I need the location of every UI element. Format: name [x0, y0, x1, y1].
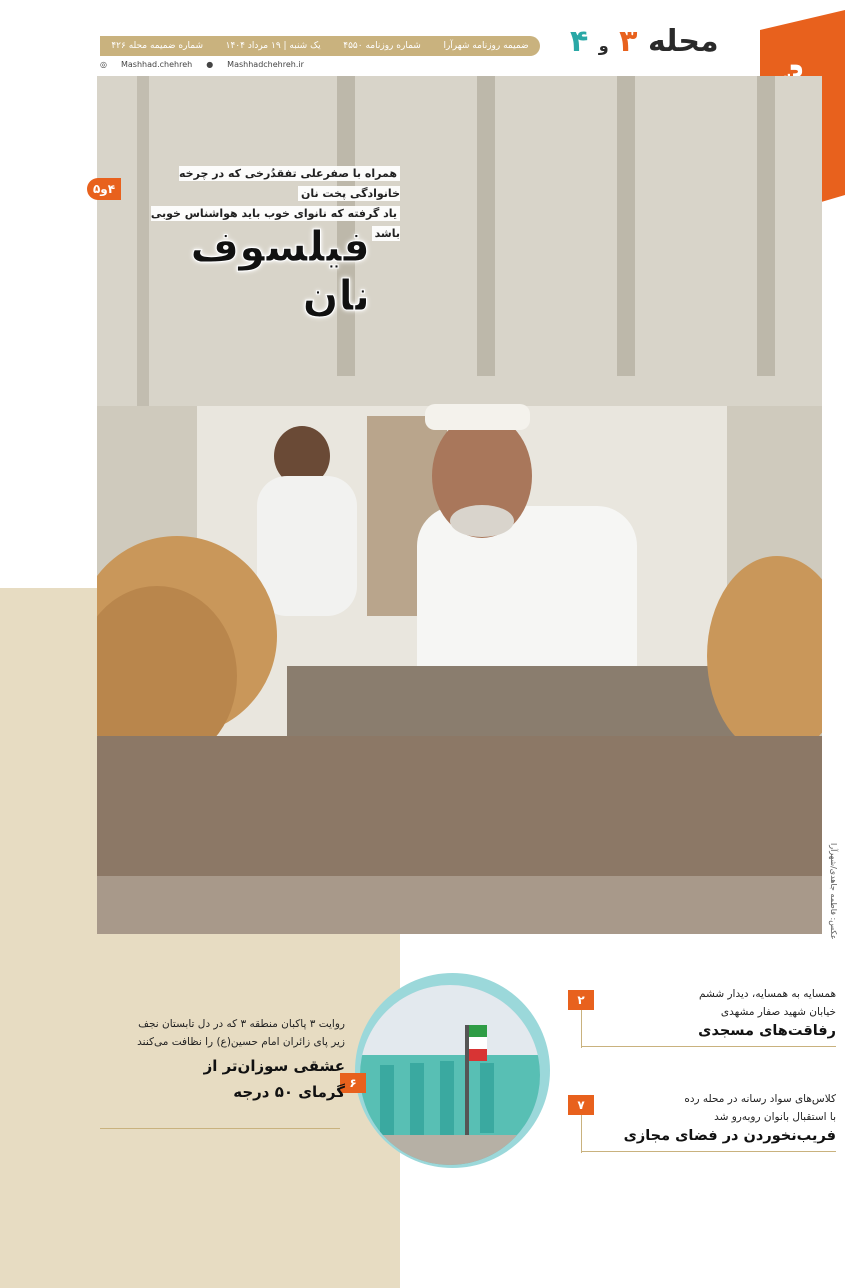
story-rule [100, 1128, 340, 1129]
section-number-3: ۳ [619, 24, 638, 59]
story-kicker: کلاس‌های سواد رسانه در محله رده [684, 1093, 836, 1105]
cover-headline[interactable]: فیلسوف نان [190, 222, 370, 320]
supplement-issue-number: شماره ضمیمه محله ۴۲۶ [111, 41, 203, 51]
deck-line-2: یاد گرفته که نانوای خوب باید هواشناس خوبی باشد [150, 207, 400, 240]
story-item[interactable] [581, 1090, 836, 1144]
story-item[interactable] [581, 985, 836, 1039]
story-kicker: زیر پای زائران امام حسین(ع) را نظافت می‌کنند [137, 1036, 345, 1048]
story-title[interactable]: فریب‌نخوردن در فضای مجازی [623, 1128, 836, 1144]
masthead-info-bar [100, 36, 540, 56]
instagram-icon: ◎ [100, 59, 107, 69]
story-title[interactable]: رفاقت‌های مسجدی [698, 1023, 836, 1039]
story-title[interactable]: گرمای ۵۰ درجه [233, 1083, 345, 1101]
section-word: محله [647, 24, 719, 59]
section-and: و [598, 36, 609, 55]
issue-number: شماره روزنامه ۴۵۵۰ [343, 41, 421, 51]
web-icon: ● [206, 59, 214, 69]
issue-date: یک شنبه | ۱۹ مرداد ۱۴۰۴ [225, 41, 321, 51]
story-page-number[interactable]: ۷ [568, 1095, 594, 1115]
cover-page-tag[interactable]: ۴و۵ [87, 178, 121, 200]
story-page-number[interactable]: ۲ [568, 990, 594, 1010]
deck-line-1: همراه با صفرعلی تفقدُرخی که در چرخه خانوادگی پخت نان [179, 167, 400, 200]
supplement-label: ضمیمه روزنامه شهرآرا [443, 41, 529, 51]
story-rule [581, 1046, 836, 1047]
left-story[interactable] [100, 1015, 345, 1103]
story-page-number[interactable]: ۶ [340, 1073, 366, 1093]
section-number-4: ۴ [570, 24, 589, 59]
story-image [360, 985, 540, 1165]
story-kicker: خیابان شهید صفار مشهدی [720, 1006, 836, 1018]
photo-credit: عکس: فاطمه جاهدی/شهرآرا [829, 843, 838, 940]
story-rule [581, 1151, 836, 1152]
website-link[interactable]: Mashhadchehreh.ir [227, 59, 304, 69]
section-title [570, 24, 719, 59]
story-kicker: با استقبال بانوان روبه‌رو شد [714, 1111, 836, 1123]
instagram-handle[interactable]: Mashhad.chehreh [120, 59, 193, 69]
story-kicker: همسایه به همسایه، دیدار ششم [699, 988, 836, 1000]
social-bar [100, 58, 540, 70]
story-title[interactable]: عشقی سوزان‌تر از [203, 1057, 345, 1075]
story-kicker: روایت ۳ پاکبان منطقه ۳ که در دل تابستان نجف [138, 1018, 345, 1030]
